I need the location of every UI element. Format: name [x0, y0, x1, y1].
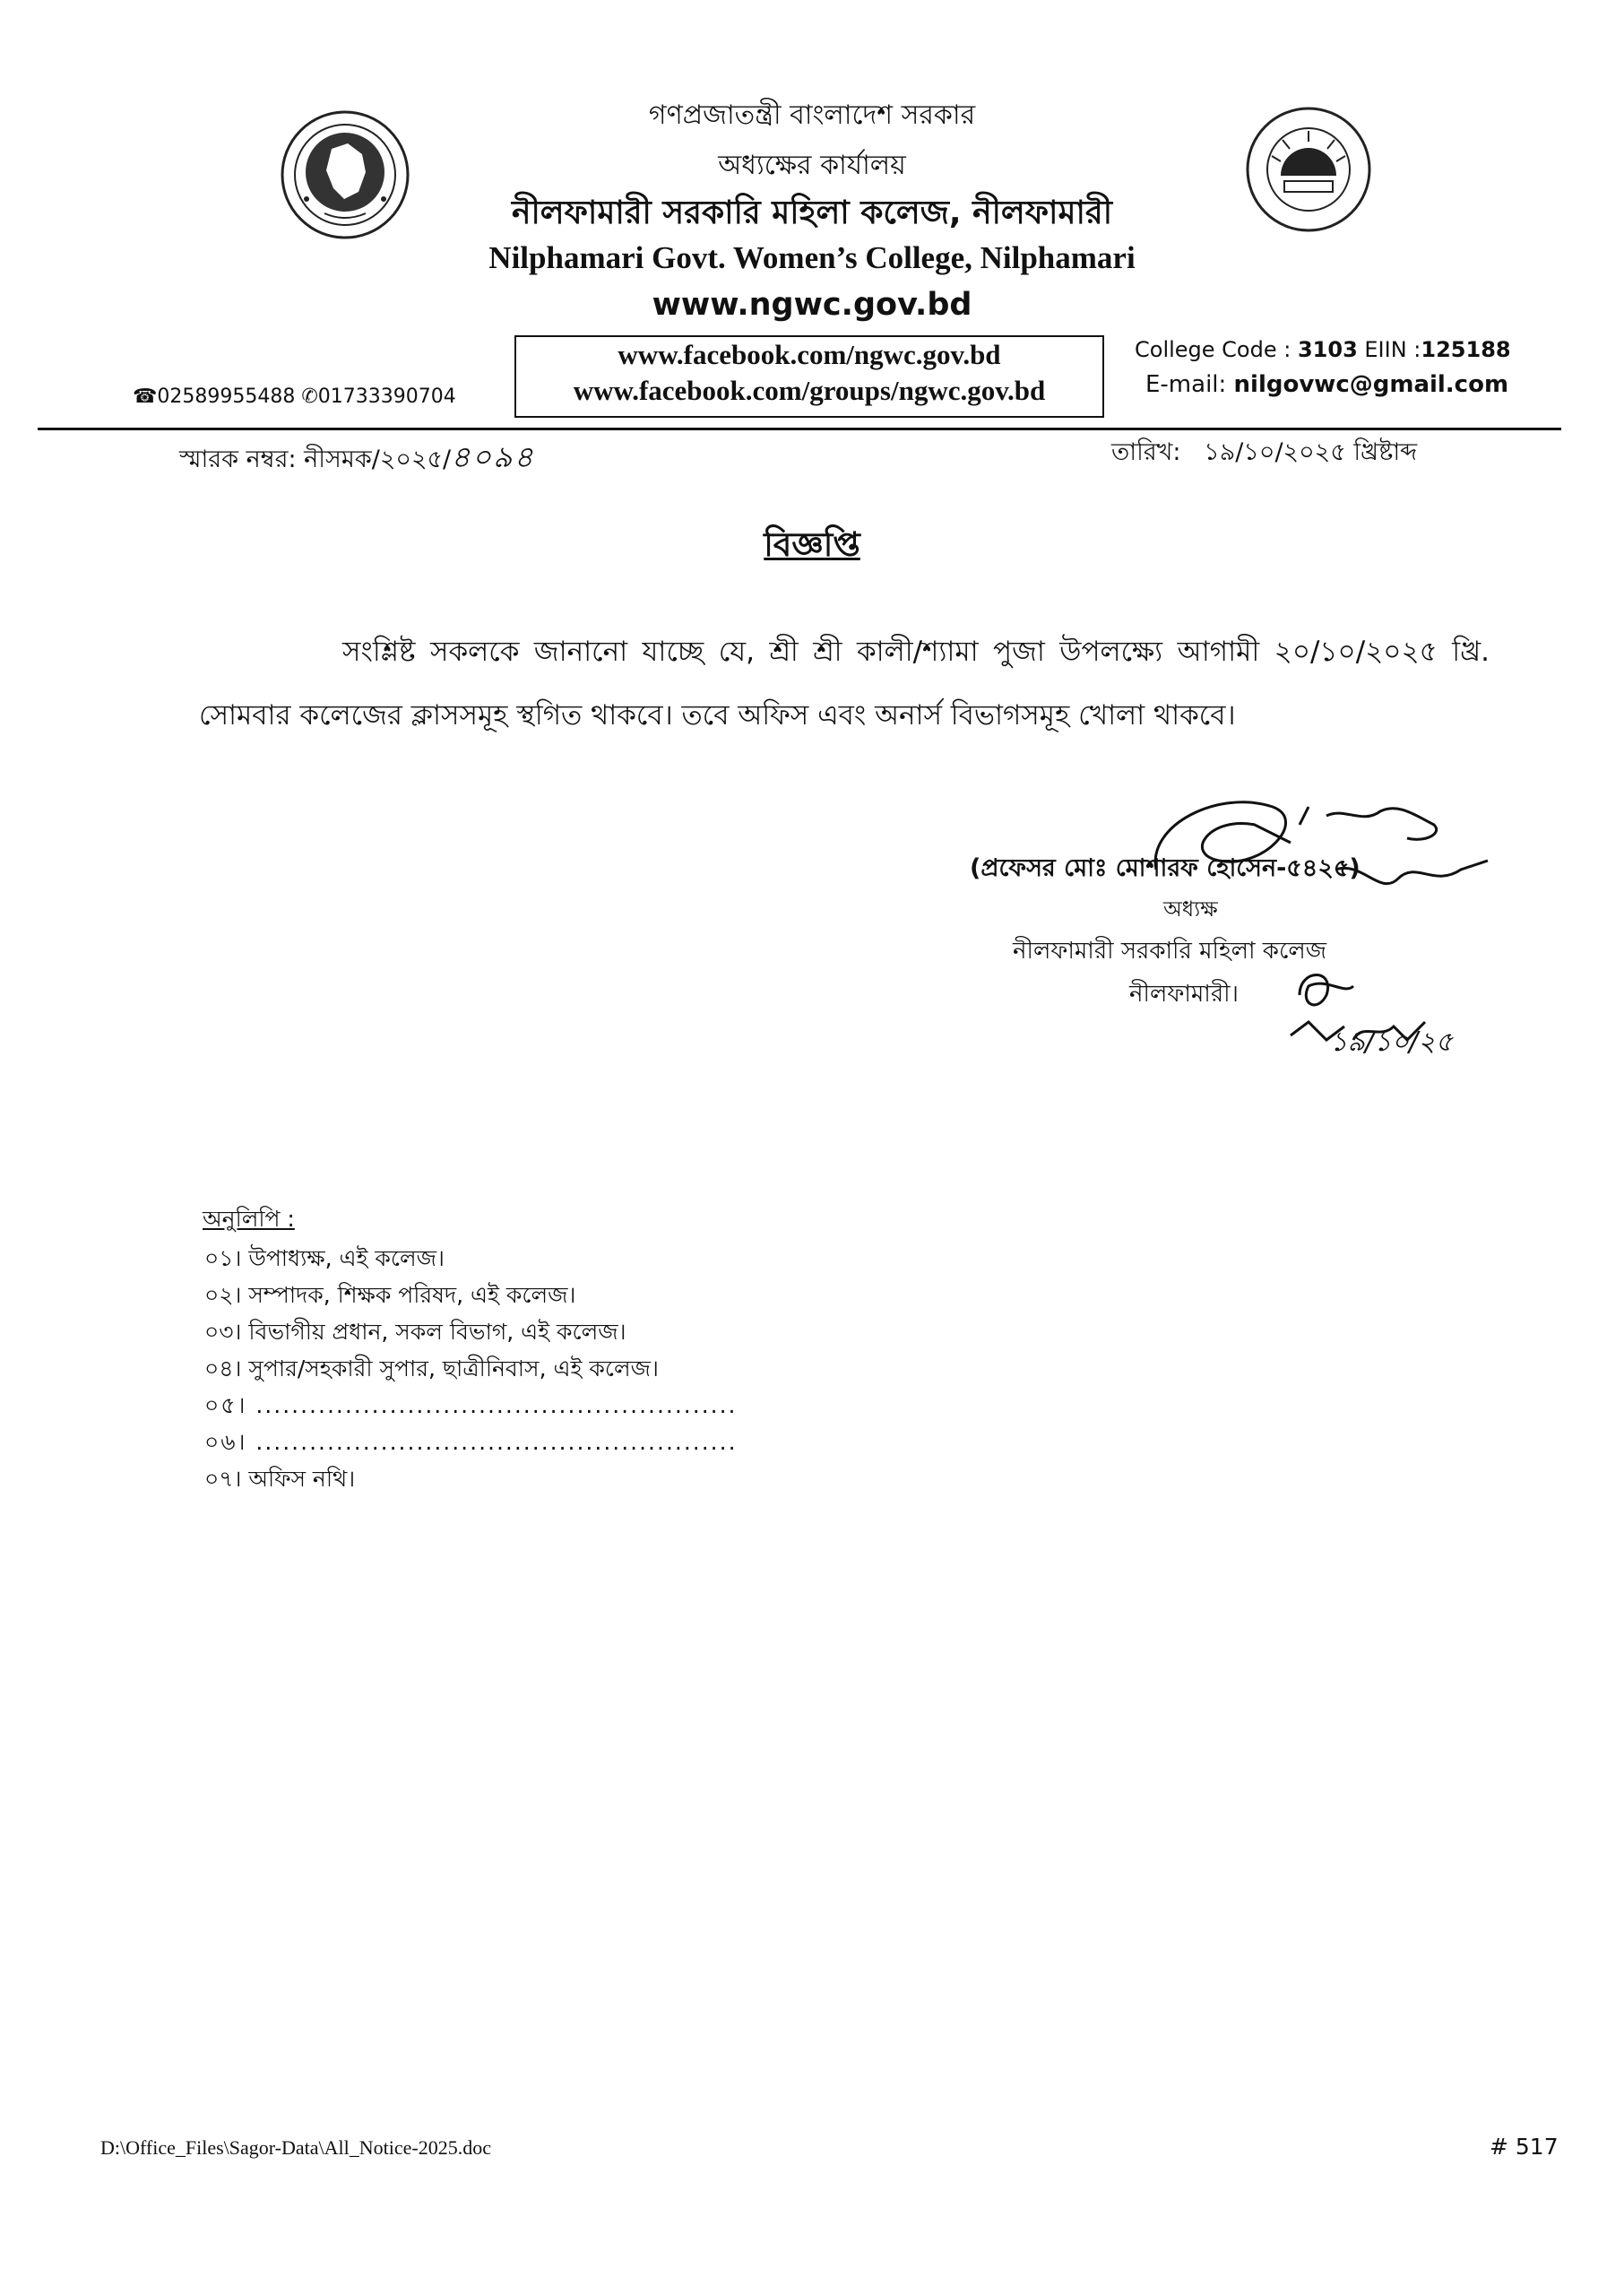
email-label: E-mail: — [1145, 371, 1234, 398]
phone-numbers: ☎02589955488 ✆01733390704 — [133, 385, 456, 408]
memo-label: স্মারক নম্বর: নীসমক/২০২৫/ — [179, 446, 452, 473]
eiin-label: EIIN : — [1357, 337, 1421, 362]
date-label: তারিখ: — [1111, 438, 1181, 466]
copy-item-7: ০৭। অফিস নথি। — [204, 1466, 356, 1492]
office-name: অধ্যক্ষের কার্যালয় — [718, 150, 906, 181]
footer-file-path: D:\Office_Files\Sagor-Data\All_Notice-2025.doc — [100, 2136, 491, 2159]
college-name-bn: নীলফামারী সরকারি মহিলা কলেজ, নীলফামারী — [511, 195, 1113, 231]
email-address[interactable]: nilgovwc@gmail.com — [1233, 371, 1509, 398]
date-value: ১৯/১০/২০২৫ খ্রিষ্টাব্দ — [1204, 438, 1418, 466]
memo-handwritten-number: ৪০৯৪ — [451, 439, 535, 474]
copy-item-6: ০৬। ...................................................... — [204, 1429, 738, 1455]
facebook-links-box — [514, 335, 1104, 418]
copy-item-4: ০৪। সুপার/সহকারী সুপার, ছাত্রীনিবাস, এই কলেজ। — [204, 1355, 659, 1381]
copy-item-1: ০১। উপাধ্যক্ষ, এই কলেজ। — [204, 1245, 445, 1271]
signature-college: নীলফামারী সরকারি মহিলা কলেজ — [1013, 938, 1327, 965]
signature-place: নীলফামারী। — [1129, 981, 1239, 1008]
handwritten-date: ১৯/১০/২৫ — [1330, 1026, 1454, 1058]
facebook-group-link[interactable]: www.facebook.com/groups/ngwc.gov.bd — [573, 375, 1046, 406]
memo-number — [179, 434, 535, 484]
eiin-number: 125188 — [1421, 337, 1511, 362]
email-line — [1145, 371, 1508, 398]
website-link[interactable]: www.ngwc.gov.bd — [652, 287, 972, 323]
notice-body: সংশ্লিষ্ট সকলকে জানানো যাচ্ছে যে, শ্রী শ্রী কালী/শ্যামা পুজা উপলক্ষ্যে আগামী ২০/১০/২০২৫ খ্রি. সোমবার কলেজের ক্লাসসমূহ স্থগিত থাকবে। তবে অফিস এবং অনার্স বিভাগসমূহ খোলা থাকবে। — [199, 636, 1490, 732]
notice-title — [0, 518, 1624, 575]
copies-title: অনুলিপি : — [203, 1206, 295, 1232]
copy-item-5: ০৫। ...................................................... — [204, 1392, 738, 1418]
facebook-page-link[interactable]: www.facebook.com/ngwc.gov.bd — [618, 339, 1001, 370]
college-code-line — [1135, 337, 1511, 362]
copy-item-3: ০৩। বিভাগীয় প্রধান, সকল বিভাগ, এই কলেজ। — [204, 1319, 626, 1345]
principal-name: (প্রফেসর মোঃ মোশারফ হোসেন-৫৪২৫) — [970, 854, 1361, 882]
college-code: 3103 — [1297, 337, 1358, 362]
govt-name: গণপ্রজাতন্ত্রী বাংলাদেশ সরকার — [648, 100, 976, 131]
college-name-en: Nilphamari Govt. Women’s College, Nilphamari — [488, 240, 1136, 275]
header-divider — [38, 428, 1561, 430]
college-code-label: College Code : — [1135, 337, 1298, 362]
principal-designation: অধ্যক্ষ — [1163, 896, 1218, 922]
footer-page-number: # 517 — [1490, 2134, 1559, 2160]
notice-title-text: বিজ্ঞপ্তি — [764, 525, 860, 564]
copy-item-2: ০২। সম্পাদক, শিক্ষক পরিষদ, এই কলেজ। — [204, 1282, 576, 1308]
date-line — [1111, 434, 1417, 474]
